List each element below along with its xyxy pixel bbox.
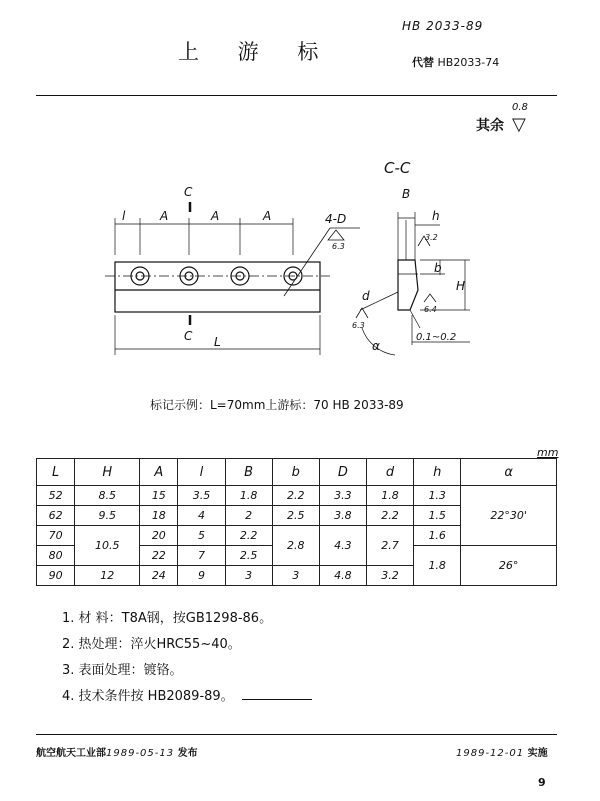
table-cell: 10.5 (75, 526, 140, 566)
table-cell: 3.8 (319, 506, 366, 526)
inner-roughness-value: 6.4 (424, 305, 437, 314)
table-cell-alpha: 22°30' (461, 486, 557, 546)
table-cell: 3.3 (319, 486, 366, 506)
dim-a1: A (160, 209, 169, 223)
section-view-label: C-C (384, 159, 411, 177)
hole-roughness-value: 6.3 (332, 242, 345, 251)
issuer-line (36, 744, 198, 759)
table-cell: 2 (225, 506, 272, 526)
note-item-4 (62, 684, 312, 710)
note-item: 2. 热处理：淬火HRC55~40。 (62, 637, 241, 652)
col-header-b: b (272, 459, 319, 486)
col-header-d: d (366, 459, 413, 486)
dim-angle: α (372, 339, 380, 353)
chamfer-roughness-value: 3.2 (425, 233, 438, 242)
replaces-label: 代替 (412, 56, 434, 69)
table-cell: 24 (140, 566, 178, 586)
table-cell: 1.6 (414, 526, 461, 546)
footer-divider (36, 734, 557, 735)
dim-height: H (456, 279, 466, 293)
col-header-alpha: α (461, 459, 557, 486)
dim-overall-length: L (214, 335, 221, 349)
d-roughness-icon (356, 308, 368, 318)
replaces-line (412, 54, 499, 70)
technical-drawing (0, 150, 600, 385)
issue-date: 1989-05-13 (106, 748, 175, 759)
roughness-value: 0.8 (512, 102, 528, 113)
table-cell: 2.5 (225, 546, 272, 566)
table-cell: 15 (140, 486, 178, 506)
technical-notes (62, 606, 312, 710)
col-header-H: H (75, 459, 140, 486)
table-cell: 20 (140, 526, 178, 546)
col-header-B: B (225, 459, 272, 486)
table-cell: 18 (140, 506, 178, 526)
header-divider (36, 95, 557, 96)
table-unit: mm (537, 446, 559, 459)
table-cell: 2.2 (225, 526, 272, 546)
roughness-rest-label: 其余 (476, 118, 504, 134)
table-cell: 3 (225, 566, 272, 586)
dim-b-lower: b (434, 261, 442, 275)
table-cell: 52 (37, 486, 75, 506)
col-header-D: D (319, 459, 366, 486)
table-cell: 1.3 (414, 486, 461, 506)
table-cell: 70 (37, 526, 75, 546)
table-cell: 4 (178, 506, 225, 526)
note-item: 3. 表面处理：镀铬。 (62, 663, 183, 678)
table-cell: 22 (140, 546, 178, 566)
col-header-L: L (37, 459, 75, 486)
hole-roughness-icon (328, 230, 344, 240)
table-cell: 5 (178, 526, 225, 546)
table-header-row (37, 459, 557, 486)
table-cell: 62 (37, 506, 75, 526)
table-cell: 8.5 (75, 486, 140, 506)
table-cell: 4.8 (319, 566, 366, 586)
table-cell: 4.3 (319, 526, 366, 566)
page-number: 9 (538, 776, 546, 789)
table-cell: 9.5 (75, 506, 140, 526)
dim-l: l (122, 209, 126, 223)
table-cell: 2.5 (272, 506, 319, 526)
col-header-A: A (140, 459, 178, 486)
dim-b-upper: B (402, 187, 411, 201)
table-cell: 1.8 (366, 486, 413, 506)
table-cell: 3.2 (366, 566, 413, 586)
table-cell: 2.2 (272, 486, 319, 506)
d-roughness-value: 6.3 (352, 321, 365, 330)
dim-fillet: 0.1~0.2 (416, 332, 457, 343)
inner-roughness-icon (424, 294, 436, 302)
table-cell: 1.8 (225, 486, 272, 506)
replaces-number: HB2033-74 (437, 56, 500, 69)
table-row (37, 486, 557, 506)
issuer-name: 航空航天工业部 (36, 748, 106, 759)
table-cell: 2.2 (366, 506, 413, 526)
table-cell: 80 (37, 546, 75, 566)
table-cell: 2.7 (366, 526, 413, 566)
table-cell: 12 (75, 566, 140, 586)
table-cell: 7 (178, 546, 225, 566)
table-cell: 2.8 (272, 526, 319, 566)
table-cell: 90 (37, 566, 75, 586)
page-title: 上 游 标 (178, 40, 335, 64)
section-mark-top: C (184, 185, 193, 199)
table-cell: 1.8 (414, 546, 461, 586)
blank-line (242, 699, 312, 700)
table-cell-alpha: 26° (461, 546, 557, 586)
col-header-l: l (178, 459, 225, 486)
table-cell: 3 (272, 566, 319, 586)
dim-a3: A (263, 209, 272, 223)
implementation-line (456, 744, 548, 759)
note-item: 4. 技术条件按 HB2089-89。 (62, 689, 234, 704)
table-cell: 3.5 (178, 486, 225, 506)
issue-suffix: 发布 (177, 748, 198, 759)
implementation-date: 1989-12-01 (456, 748, 525, 759)
note-item: 1. 材 料：T8A钢，按GB1298-86。 (62, 611, 273, 626)
table-cell: 9 (178, 566, 225, 586)
table-cell: 1.5 (414, 506, 461, 526)
roughness-symbol-icon: ▽ (512, 114, 526, 135)
dimension-table (36, 458, 557, 586)
marking-example: 标记示例：L=70mm上游标：70 HB 2033-89 (150, 398, 404, 412)
dim-a2: A (211, 209, 220, 223)
section-view-body (398, 260, 418, 310)
standard-number: HB 2033-89 (402, 19, 484, 33)
col-header-h: h (414, 459, 461, 486)
section-mark-bottom: C (184, 329, 193, 343)
implementation-suffix: 实施 (527, 748, 548, 759)
dim-h: h (432, 209, 440, 223)
dim-d: d (362, 289, 370, 303)
dim-holes: 4-D (325, 212, 347, 226)
